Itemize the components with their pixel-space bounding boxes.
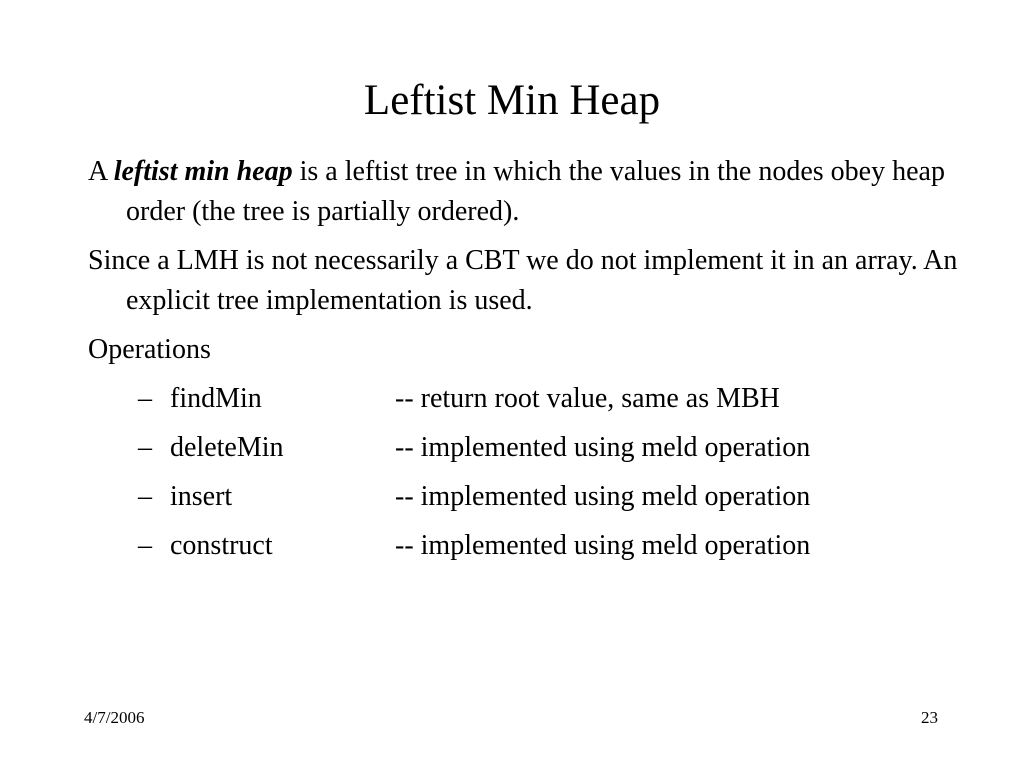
operation-item-findmin xyxy=(88,379,968,419)
definition-text: is a leftist tree in which the values in the nodes obey heap order (the tree is partially ordered). xyxy=(126,156,945,227)
operation-description: -- return root value, same as MBH xyxy=(395,383,780,414)
slide-body xyxy=(88,152,968,575)
list-dash: – xyxy=(138,481,152,512)
operations-heading: Operations xyxy=(88,334,211,365)
operation-description: -- implemented using meld operation xyxy=(395,530,811,561)
operation-name: construct xyxy=(170,530,273,561)
definition-paragraph xyxy=(88,152,968,232)
list-dash: – xyxy=(138,530,152,561)
definition-prefix: A xyxy=(88,156,114,187)
operation-item-deletemin xyxy=(88,428,968,468)
list-dash: – xyxy=(138,432,152,463)
footer-date: 4/7/2006 xyxy=(84,708,145,727)
operation-description: -- implemented using meld operation xyxy=(395,432,811,463)
page-number: 23 xyxy=(921,708,938,727)
operation-name: insert xyxy=(170,481,233,512)
operation-name: findMin xyxy=(170,383,262,414)
operation-item-construct xyxy=(88,526,968,566)
operation-description: -- implemented using meld operation xyxy=(395,481,811,512)
operation-item-insert xyxy=(88,477,968,517)
list-dash: – xyxy=(138,383,152,414)
implementation-paragraph: Since a LMH is not necessarily a CBT we do not implement it in an array. An explicit tree implementation is used. xyxy=(88,245,958,316)
definition-term: leftist min heap xyxy=(113,156,293,187)
operations-list xyxy=(88,379,968,566)
operation-name: deleteMin xyxy=(170,432,284,463)
slide-title: Leftist Min Heap xyxy=(363,77,661,124)
